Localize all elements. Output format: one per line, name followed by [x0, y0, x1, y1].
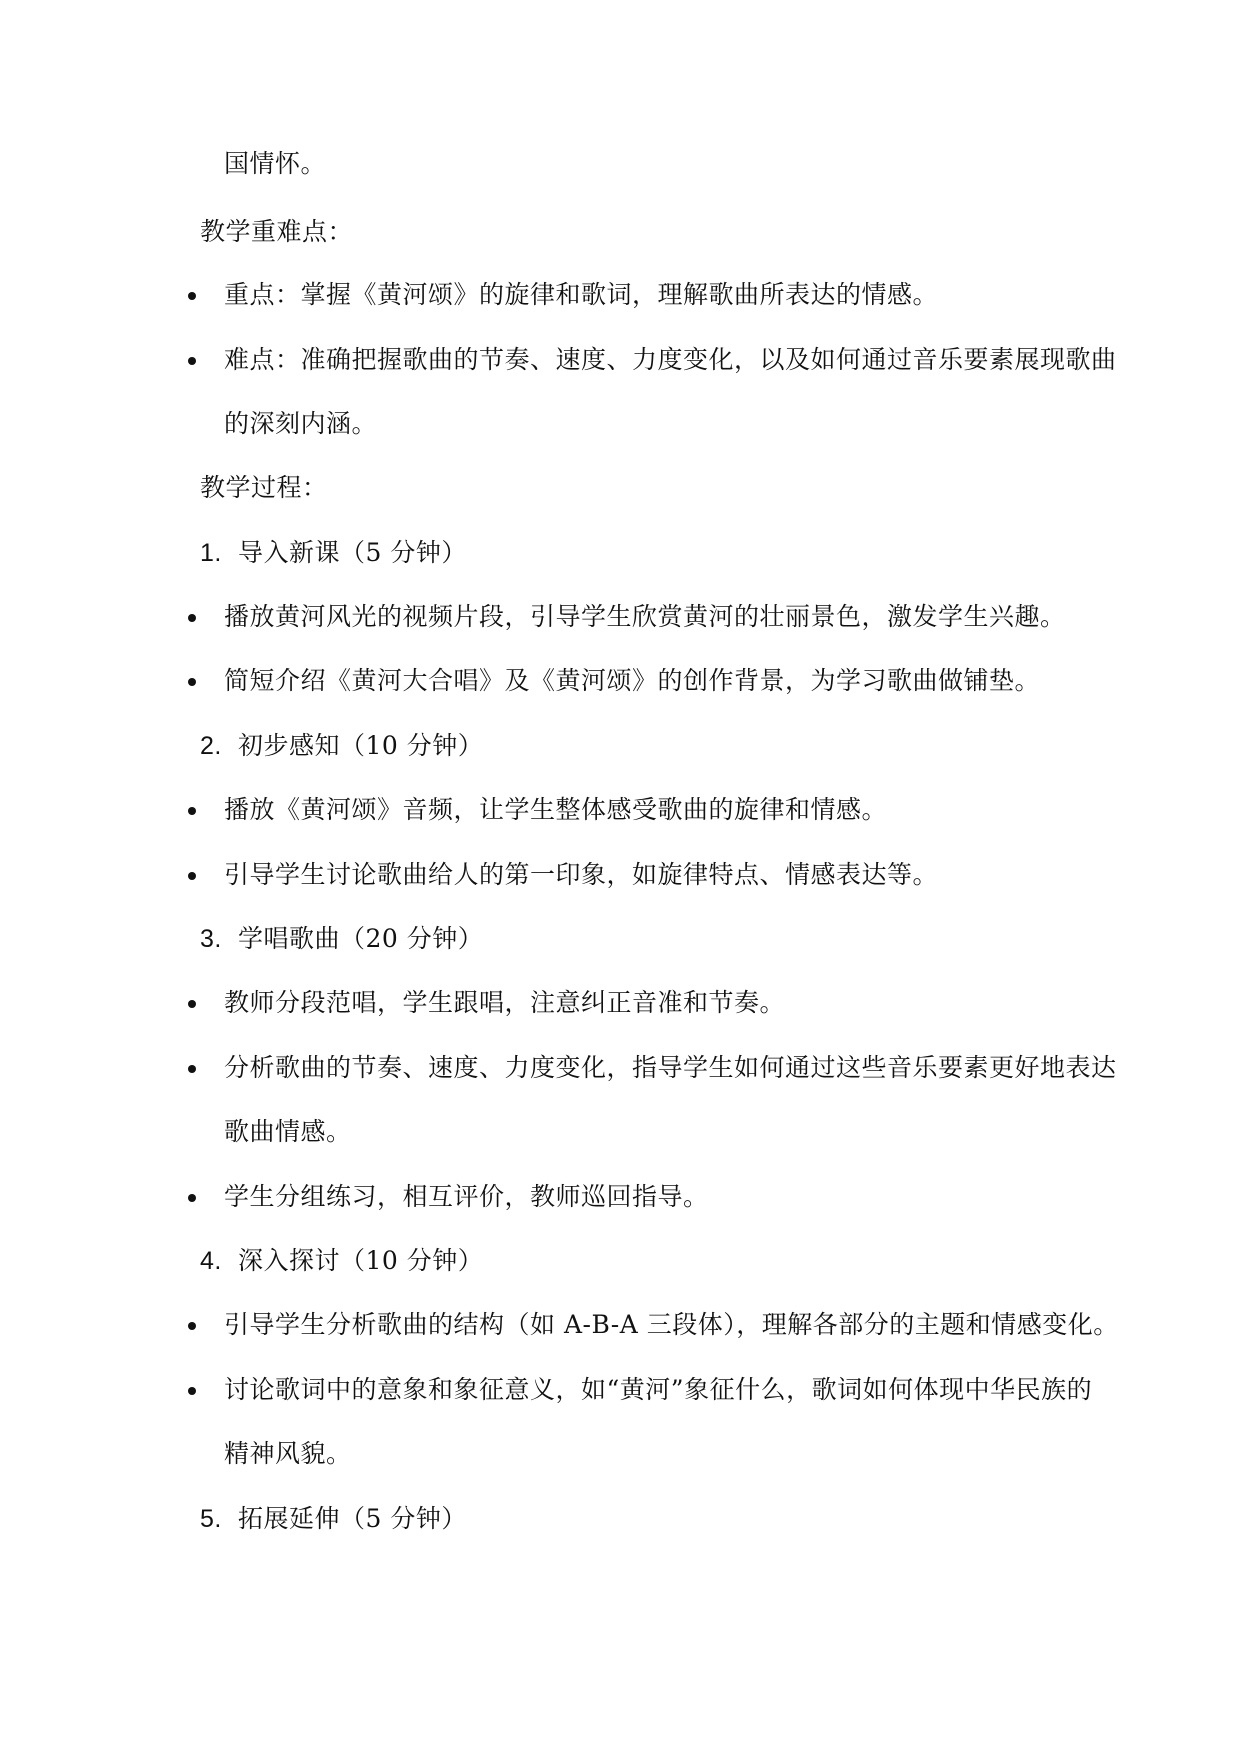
bullet-dot	[188, 357, 196, 365]
step-number: 3.	[200, 925, 222, 953]
step-bullet: 播放黄河风光的视频片段，引导学生欣赏黄河的壮丽景色，激发学生兴趣。	[224, 602, 1066, 631]
key-points-heading: 教学重难点：	[200, 217, 354, 246]
bullet-dot	[188, 614, 196, 622]
step-bullet: 教师分段范唱，学生跟唱，注意纠正音准和节奏。	[224, 988, 786, 1017]
step-title: 拓展延伸（5 分钟）	[238, 1504, 467, 1533]
key-point-item-continuation: 的深刻内涵。	[224, 409, 378, 438]
step-number: 5.	[200, 1505, 222, 1533]
step-bullet-continuation: 精神风貌。	[224, 1439, 352, 1468]
bullet-dot	[188, 678, 196, 686]
step-title: 初步感知（10 分钟）	[238, 731, 484, 760]
step-title: 导入新课（5 分钟）	[238, 538, 467, 567]
bullet-dot	[188, 1322, 196, 1330]
step-number: 2.	[200, 732, 222, 760]
bullet-dot	[188, 1000, 196, 1008]
step-bullet: 简短介绍《黄河大合唱》及《黄河颂》的创作背景，为学习歌曲做铺垫。	[224, 666, 1041, 695]
step-number: 1.	[200, 539, 222, 567]
process-heading: 教学过程：	[200, 473, 328, 502]
step-title: 深入探讨（10 分钟）	[238, 1246, 484, 1275]
bullet-dot	[188, 872, 196, 880]
step-bullet: 播放《黄河颂》音频，让学生整体感受歌曲的旋律和情感。	[224, 795, 888, 824]
bullet-dot	[188, 1065, 196, 1073]
key-point-item: 重点：掌握《黄河颂》的旋律和歌词，理解歌曲所表达的情感。	[224, 280, 939, 309]
bullet-dot	[188, 292, 196, 300]
step-bullet: 引导学生分析歌曲的结构（如 A-B-A 三段体），理解各部分的主题和情感变化。	[224, 1310, 1119, 1339]
step-bullet: 引导学生讨论歌曲给人的第一印象，如旋律特点、情感表达等。	[224, 860, 939, 889]
key-point-item: 难点：准确把握歌曲的节奏、速度、力度变化，以及如何通过音乐要素展现歌曲	[224, 345, 1117, 374]
intro-continuation: 国情怀。	[224, 149, 327, 178]
bullet-dot	[188, 1387, 196, 1395]
step-bullet: 分析歌曲的节奏、速度、力度变化，指导学生如何通过这些音乐要素更好地表达	[224, 1053, 1117, 1082]
step-number: 4.	[200, 1247, 222, 1275]
step-title: 学唱歌曲（20 分钟）	[238, 924, 484, 953]
bullet-dot	[188, 807, 196, 815]
step-bullet: 讨论歌词中的意象和象征意义，如“黄河”象征什么，歌词如何体现中华民族的	[224, 1375, 1093, 1404]
step-bullet-continuation: 歌曲情感。	[224, 1117, 352, 1146]
bullet-dot	[188, 1194, 196, 1202]
step-bullet: 学生分组练习，相互评价，教师巡回指导。	[224, 1182, 709, 1211]
